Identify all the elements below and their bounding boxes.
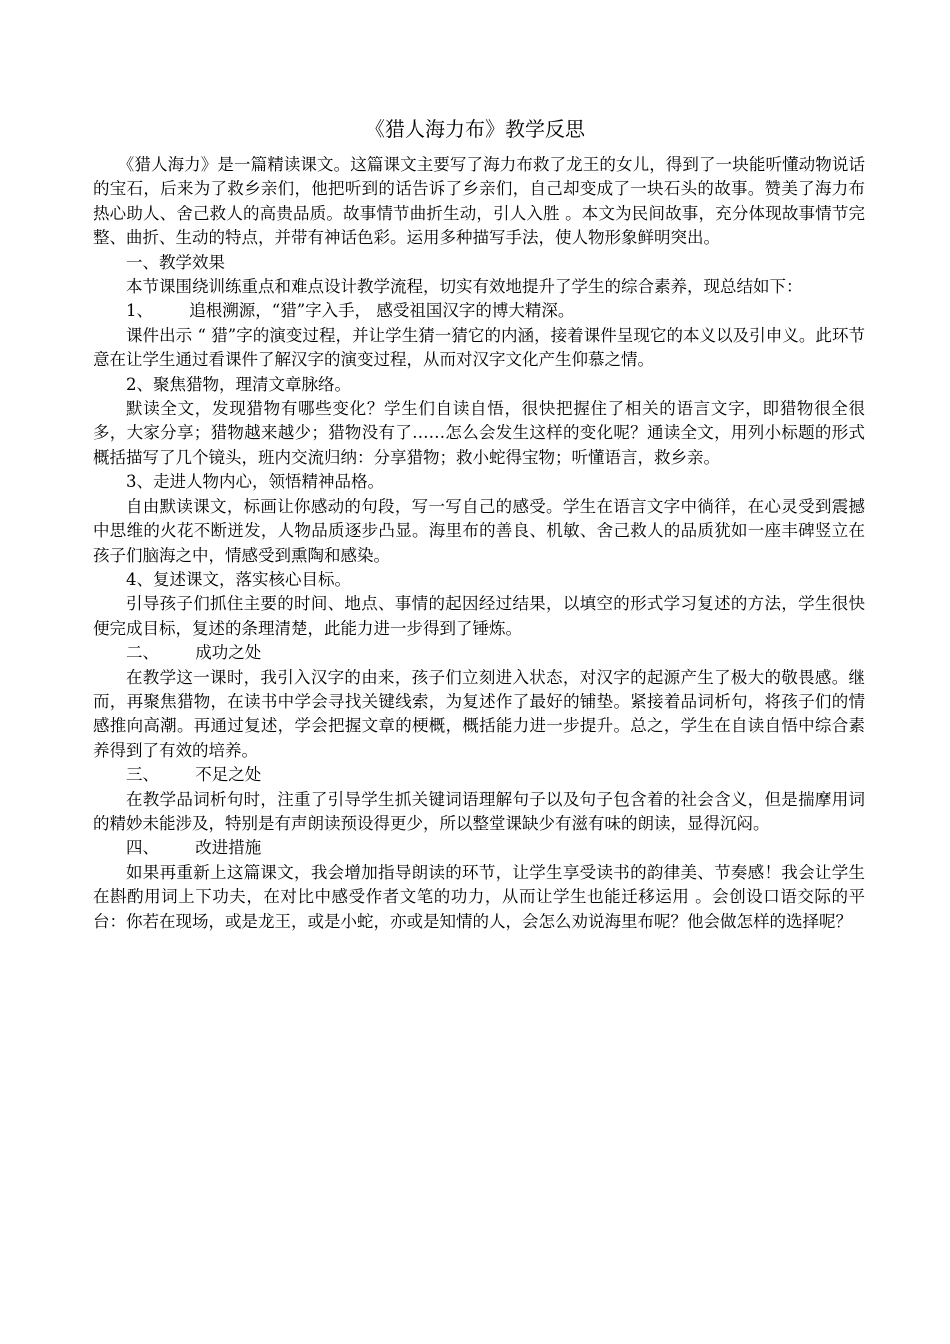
section-3-text: 在教学品词析句时，注重了引导学生抓关键词语理解句子以及句子包含着的社会含义，但是揣摩用词的精妙未能涉及，特别是有声朗读预设得更少，所以整堂课缺少有滋有味的朗读，显得沉闷。 bbox=[93, 789, 865, 833]
item-4-heading bbox=[93, 568, 865, 592]
item-3-text: 自由默读课文，标画让你感动的句段，写一写自己的感受。学生在语言文字中徜徉，在心灵受到震撼中思维的火花不断迸发，人物品质逐步凸显。海里布的善良、机敏、舍己救人的品质犹如一座丰碑竖立在孩子们脑海之中，情感受到熏陶和感染。 bbox=[93, 496, 865, 565]
item-2-number: 2、 bbox=[126, 374, 153, 394]
item-4-title: 复述课文，落实核心目标。 bbox=[153, 569, 351, 589]
section-3-heading bbox=[93, 763, 865, 787]
item-2-text: 默读全文，发现猎物有哪些变化？学生们自读自悟，很快把握住了相关的语言文字，即猎物很全很多，大家分享；猎物越来越少；猎物没有了……怎么会发生这样的变化呢？通读全文，用列小标题的形式概括描写了几个镜头，班内交流归纳：分享猎物；救小蛇得宝物；听懂语言，救乡亲。 bbox=[93, 399, 865, 467]
section-3-title: 不足之处 bbox=[195, 765, 262, 785]
item-4-number: 4、 bbox=[126, 569, 153, 589]
document-body bbox=[93, 153, 865, 934]
section-2-text: 在教学这一课时，我引入汉字的由来，孩子们立刻进入状态，对汉字的起源产生了极大的敬畏感。继而，再聚焦猎物，在读书中学会寻找关键线索，为复述作了最好的铺垫。紧接着品词析句，将孩子们的情感推向高潮。再通过复述，学会把握文章的梗概，概括能力进一步提升。总之，学生在自读自悟中综合素养得到了有效的培养。 bbox=[93, 667, 865, 760]
item-1-number: 1、 bbox=[126, 301, 153, 321]
document-title: 《猎人海力布》教学反思 bbox=[365, 117, 585, 141]
section-2-title: 成功之处 bbox=[195, 643, 262, 663]
item-4-text: 引导孩子们抓住主要的时间、地点、事情的起因经过结果，以填空的形式学习复述的方法，学生很快便完成目标，复述的条理清楚，此能力进一步得到了锤炼。 bbox=[93, 594, 865, 638]
intro-paragraph: 《猎人海力》是一篇精读课文。这篇课文主要写了海力布救了龙王的女儿，得到了一块能听懂动物说话的宝石，后来为了救乡亲们，他把听到的话告诉了乡亲们，自己却变成了一块石头的故事。赞美了海力布热心助人、舍己救人的高贵品质。故事情节曲折生动，引人入胜 。本文为民间故事，充分体现故事情节完整、曲折、生动的特点，并带有神话色彩。运用多种描写手法，使人物形象鲜明突出。 bbox=[93, 155, 865, 248]
item-2-heading bbox=[93, 373, 865, 397]
section-4-number: 四、 bbox=[126, 838, 159, 858]
section-4-title: 改进措施 bbox=[195, 838, 262, 858]
item-1-text: 课件出示 “ 猎”字的演变过程，并让学生猜一猜它的内涵，接着课件呈现它的本义以及引申义。此环节意在让学生通过看课件了解汉字的演变过程，从而对汉字文化产生仰慕之情。 bbox=[93, 325, 865, 370]
section-2-number: 二、 bbox=[126, 643, 159, 663]
section-4-text: 如果再重新上这篇课文，我会增加指导朗读的环节，让学生享受读书的韵律美、节奏感！我会让学生在斟酌用词上下功夫，在对比中感受作者文笔的功力，从而让学生也能迁移运用 。会创设口语交际的平台：你若在现场，或是龙王，或是小蛇，亦或是知情的人，会怎么劝说海里布呢？他会做怎样的选择呢？ bbox=[93, 862, 865, 931]
item-2-title: 聚焦猎物，理清文章脉络。 bbox=[153, 374, 351, 394]
section-1-summary: 本节课围绕训练重点和难点设计教学流程，切实有效地提升了学生的综合素养，现总结如下： bbox=[126, 277, 803, 297]
item-3-title: 走进人物内心，领悟精神品格。 bbox=[153, 472, 384, 492]
section-2-heading bbox=[93, 641, 865, 665]
item-1-title: 追根溯源，“猎”字入手， 感受祖国汉字的博大精深。 bbox=[189, 301, 575, 321]
section-1-heading: 一、教学效果 bbox=[126, 252, 225, 272]
item-3-heading bbox=[93, 470, 865, 494]
section-3-number: 三、 bbox=[126, 765, 159, 785]
section-4-heading bbox=[93, 836, 865, 860]
item-3-number: 3、 bbox=[126, 472, 153, 492]
item-1-heading bbox=[93, 299, 865, 323]
